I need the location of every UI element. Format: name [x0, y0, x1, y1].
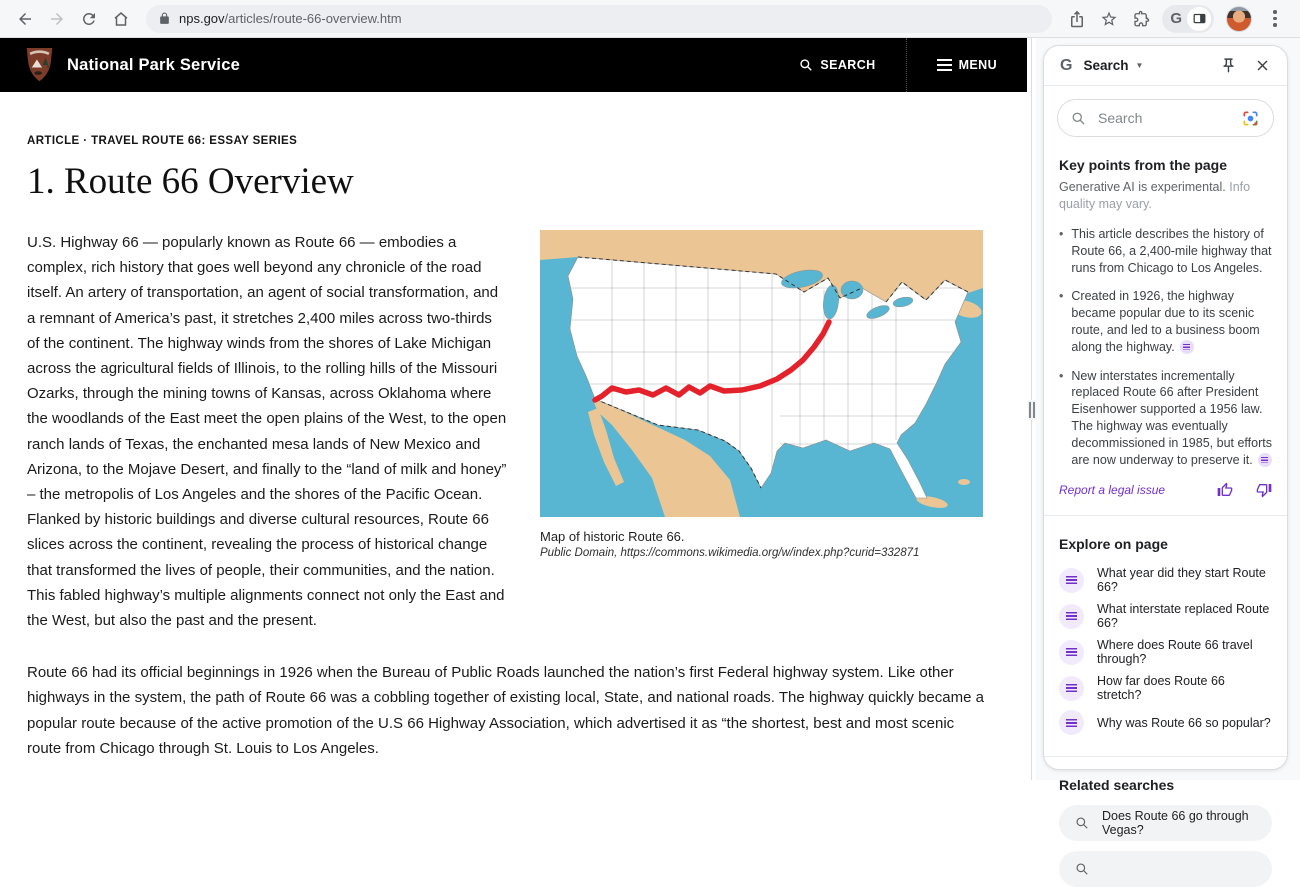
panel-search-input[interactable] [1096, 109, 1231, 127]
nps-site-title[interactable]: National Park Service [67, 55, 240, 74]
bullet-dot: • [1059, 227, 1064, 241]
home-button[interactable] [106, 4, 136, 34]
explore-list [1059, 562, 1272, 739]
search-icon [799, 58, 813, 72]
bookmark-star-button[interactable] [1094, 4, 1124, 34]
google-g-logo: G [1060, 56, 1073, 74]
keypoint-text: Created in 1926, the highway became popular due to its scenic route, and led to a business boom along the highway. [1071, 289, 1260, 354]
panel-dropdown-caret[interactable]: ▼ [1135, 61, 1144, 70]
explore-item-label: Why was Route 66 so popular? [1097, 715, 1271, 730]
article-paragraph-2: Route 66 had its official beginnings in 1926 when the Bureau of Public Roads launched the nation’s first Federal highway system. Like other highways in the system, the path of Route 66 was a cobbling together of existing local, State, and national roads. The highway quickly became a popular route because of the active promotion of the U.S 66 Highway Association, which advertised it as “the shortest, best and most scenic route from Chicago through St. Louis to Los Angeles. [27, 664, 984, 757]
section-divider [1044, 756, 1287, 757]
article [0, 135, 1027, 761]
related-search-pill[interactable] [1059, 805, 1272, 841]
thumbs-up-button[interactable] [1217, 482, 1233, 498]
nps-actions [769, 38, 1027, 92]
related-searches-list [1059, 805, 1272, 887]
answer-list-icon [1059, 710, 1084, 735]
panel-resize-divider[interactable] [1027, 38, 1036, 780]
feedback-row [1059, 482, 1272, 498]
ai-disclaimer [1059, 179, 1272, 213]
web-page [0, 38, 1027, 780]
article-eyebrow [27, 135, 993, 147]
eyebrow-separator: · [83, 135, 88, 147]
answer-list-icon [1059, 640, 1084, 665]
keypoint-text: This article describes the history of Route 66, a 2,400-mile highway that runs from Chicago to Los Angeles. [1071, 227, 1272, 275]
nps-arrowhead-logo[interactable] [25, 46, 54, 84]
back-button[interactable] [10, 4, 40, 34]
nps-menu-button[interactable] [906, 38, 1027, 92]
explore-item-label: How far does Route 66 stretch? [1097, 674, 1225, 703]
explore-item[interactable] [1059, 634, 1272, 670]
related-heading: Related searches [1059, 777, 1175, 794]
close-panel-button[interactable] [1254, 57, 1271, 74]
thumbs-down-button[interactable] [1256, 482, 1272, 498]
related-search-label: Does Route 66 go through Vegas? [1102, 809, 1249, 838]
url-path: /articles/route-66-overview.htm [224, 11, 402, 26]
bullet-dot: • [1059, 368, 1064, 383]
profile-avatar[interactable] [1226, 6, 1252, 32]
explore-item[interactable] [1059, 670, 1272, 706]
nps-menu-label: MENU [958, 58, 997, 72]
side-panel-icon [1192, 11, 1207, 26]
map-caption: Map of historic Route 66. [540, 529, 685, 544]
menu-icon [937, 59, 952, 72]
explore-item-label: What interstate replaced Route 66? [1097, 602, 1270, 631]
browser-toolbar [0, 0, 1300, 38]
google-search-pill[interactable] [1162, 5, 1214, 33]
google-side-panel [1043, 45, 1288, 838]
search-icon [1075, 862, 1089, 876]
nps-search-label: SEARCH [820, 58, 876, 72]
side-panel-region [1036, 38, 1300, 838]
article-paragraph-1: U.S. Highway 66 — popularly known as Route 66 — embodies a complex, rich history that goes well beyond any chronicle of the road itself. An artery of transportation, an agent of social transformation, and a remnant of America’s past, it stretches 2,400 miles across two-thirds of the continent. The highway winds from the shores of Lake Michigan across the agricultural fields of Illinois, to the rolling hills of the Missouri Ozarks, through the mining towns of Kansas, across Oklahoma where the woodlands of the East meet the open plains of the West, to the open ranch lands of Texas, the enchanted mesa lands of New Mexico and Arizona, to the Mojave Desert, and finally to the “land of milk and honey” – the metropolis of Los Angeles and the shores of the Pacific Ocean. Flanked by historic buildings and diverse cultural resources, Route 66 slices across the continent, revealing the process of historical change that transformed the lives of people, their communities, and the nation. This fabled highway’s multiple alignments connect not only the East and the West, but also the past and the present. [27, 234, 507, 630]
side-panel-header [1044, 46, 1287, 86]
keypoints-heading: Key points from the page [1059, 157, 1228, 173]
answer-list-icon [1059, 568, 1084, 593]
search-icon [1075, 816, 1089, 830]
share-button[interactable] [1062, 4, 1092, 34]
refresh-button[interactable] [74, 4, 104, 34]
bullet-dot: • [1059, 289, 1064, 304]
explore-heading: Explore on page [1059, 536, 1168, 553]
keypoints-list [1059, 226, 1272, 468]
lock-icon [158, 12, 171, 25]
explore-item-label: What year did they start Route 66? [1097, 566, 1266, 595]
search-icon [1071, 111, 1086, 126]
browser-menu-button[interactable] [1260, 4, 1290, 34]
url-domain: nps.gov [179, 11, 225, 26]
route66-figure [540, 230, 983, 633]
explore-item[interactable] [1059, 562, 1272, 598]
answer-list-icon [1059, 676, 1084, 701]
explore-item-label: Where does Route 66 travel through? [1097, 638, 1253, 667]
explore-item[interactable] [1059, 706, 1272, 739]
ai-disclaimer-strong: Generative AI is experimental. [1059, 180, 1226, 194]
keypoint-text: New interstates incrementally replaced Route 66 after President Eisenhower supported a 1956 law. The highway was eventually decommissioned in 1985, but efforts are now underway to preserve it. [1071, 368, 1272, 467]
report-legal-link[interactable]: Report a legal issue [1059, 483, 1166, 498]
citation-chip-icon[interactable] [1180, 340, 1194, 354]
eyebrow-article-label: ARTICLE [27, 135, 80, 147]
google-lens-icon[interactable] [1241, 109, 1260, 128]
page-url [179, 11, 402, 26]
address-bar[interactable] [146, 5, 1052, 33]
section-divider [1044, 515, 1287, 516]
panel-title: Search [1083, 58, 1129, 73]
google-g-icon: G [1170, 10, 1182, 27]
nps-header [0, 38, 1027, 92]
keypoint-item [1059, 288, 1272, 355]
route66-map-image[interactable] [540, 230, 983, 517]
nps-search-button[interactable] [769, 38, 905, 92]
related-search-pill[interactable] [1059, 851, 1272, 887]
explore-item[interactable] [1059, 598, 1272, 634]
keypoint-item [1059, 368, 1272, 469]
answer-list-icon [1059, 604, 1084, 629]
ai-disclaimer-rest: Info quality may vary. [1059, 180, 1251, 211]
panel-drag-handle[interactable] [1028, 400, 1036, 420]
page-title: 1. Route 66 Overview [27, 161, 354, 202]
map-credit: Public Domain, https://commons.wikimedia.org/w/index.php?curid=332871 [540, 547, 920, 559]
extensions-button[interactable] [1126, 4, 1156, 34]
eyebrow-series-link[interactable]: TRAVEL ROUTE 66: ESSAY SERIES [91, 135, 298, 147]
side-panel-toggle[interactable] [1187, 7, 1211, 31]
kebab-icon [1263, 10, 1287, 27]
panel-search-box[interactable] [1057, 99, 1274, 137]
pin-button[interactable] [1220, 57, 1237, 74]
forward-button[interactable] [42, 4, 72, 34]
keypoint-item [1059, 226, 1272, 276]
citation-chip-icon[interactable] [1258, 453, 1272, 467]
